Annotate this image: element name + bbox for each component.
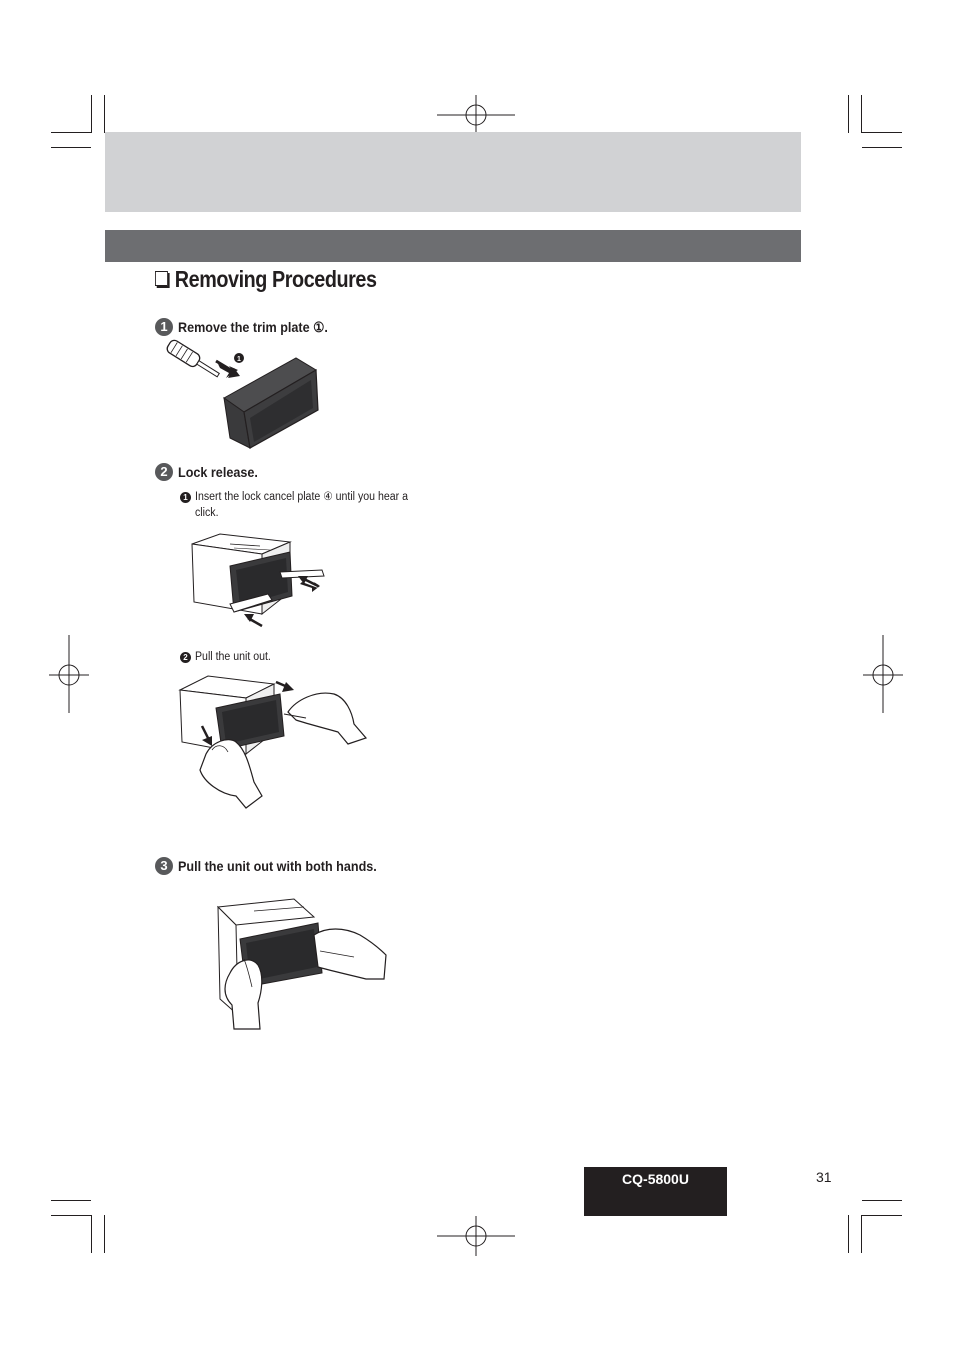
step-3-number: 3	[155, 857, 173, 875]
substep-2-2-text: Pull the unit out.	[195, 651, 271, 663]
step-1-number: 1	[155, 318, 173, 336]
header-band	[105, 132, 801, 212]
substep-2-2-marker: 2	[180, 652, 191, 663]
model-name: CQ-5800U	[622, 1171, 689, 1187]
page-number: 31	[816, 1169, 832, 1185]
step-1-label: Remove the trim plate ①.	[178, 319, 328, 335]
lock-cancel-plate-illustration	[190, 532, 330, 632]
section-title: Removing Procedures	[155, 266, 377, 293]
registration-target-left	[49, 635, 89, 715]
svg-text:1: 1	[237, 356, 241, 363]
step-3-label: Pull the unit out with both hands.	[178, 858, 377, 874]
substep-2-1-marker: 1	[180, 492, 191, 503]
substep-2-1-text: Insert the lock cancel plate ④ until you hear a click.	[195, 491, 408, 519]
step-2-number: 2	[155, 463, 173, 481]
pull-with-both-hands-illustration	[214, 895, 389, 1045]
registration-target-top	[437, 95, 517, 135]
registration-target-bottom	[437, 1216, 517, 1256]
step-2-label: Lock release.	[178, 464, 258, 480]
registration-target-right	[863, 635, 903, 715]
section-bar	[105, 230, 801, 262]
pull-unit-out-illustration	[176, 672, 371, 822]
checkbox-bullet-icon	[155, 271, 168, 286]
trim-plate-removal-illustration	[166, 340, 326, 450]
